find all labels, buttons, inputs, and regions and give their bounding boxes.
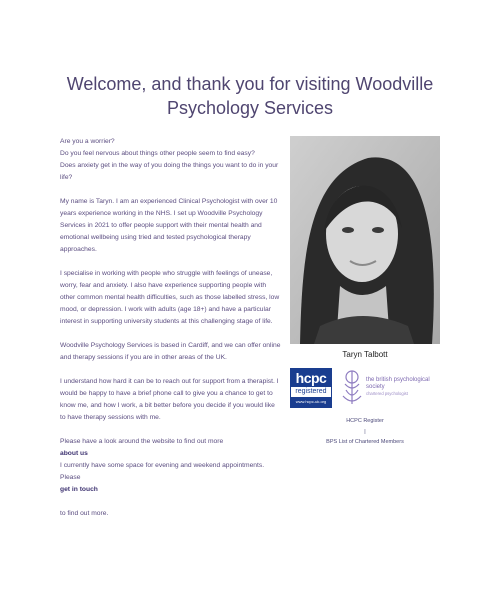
availability-text: I currently have some space for evening and weekend appointments. Please	[60, 462, 265, 481]
about-us-link[interactable]: about us	[60, 450, 88, 457]
bps-logo-text	[366, 377, 442, 398]
page-title: Welcome, and thank you for visiting Woodville Psychology Services	[66, 74, 434, 118]
find-out-more-text: Please have a look around the website to find out more	[60, 438, 224, 445]
location-paragraph: Woodville Psychology Services is based in Cardiff, and we can offer online and therapy sessions if you are in other areas of the UK.	[60, 342, 281, 361]
hcpc-logo-text: hcpc	[295, 370, 327, 386]
bps-logo-name: the british psychological society	[366, 377, 430, 390]
closing-text: to find out more.	[60, 510, 109, 517]
bps-logo-subtitle: chartered psychologist	[366, 391, 408, 396]
specialism-paragraph: I specialise in working with people who struggle with feelings of unease, worry, fear and anxiety. I also have experience supporting people with other common mental health difficulties, such as those labelled stress, low mood, or depression. I work with adults (age 18+) and have a particular interest in supporting university students at this challenging stage of life.	[60, 270, 280, 325]
bps-crest-icon	[340, 368, 364, 406]
question-line: Does anxiety get in the way of you doing the things you want to do in your life?	[60, 162, 279, 181]
bps-register-link[interactable]: BPS List of Chartered Members	[326, 439, 404, 445]
bps-logo[interactable]	[340, 368, 440, 408]
reach-out-paragraph: I understand how hard it can be to reach out for support from a therapist. I would be happy to have a brief phone call to give you a chance to get to know me, and how I work, a bit better before you decide if you would like to have therapy sessions with me.	[60, 378, 279, 421]
get-in-touch-link[interactable]: get in touch	[60, 486, 98, 493]
hcpc-logo[interactable]	[290, 368, 332, 408]
hcpc-register-link[interactable]: HCPC Register	[346, 418, 384, 424]
question-line: Are you a worrier?	[60, 138, 115, 145]
intro-questions	[60, 136, 282, 184]
register-separator: |	[364, 429, 366, 435]
profile-photo	[290, 136, 440, 344]
question-line: Do you feel nervous about things other people seem to find easy?	[60, 150, 255, 157]
hcpc-logo-registered: registered	[291, 387, 331, 397]
main-content	[60, 136, 282, 532]
about-paragraph: My name is Taryn. I am an experienced Clinical Psychologist with over 10 years experience working in the NHS. I set up Woodville Psychology Services in 2021 to offer people support with their mental health and emotional wellbeing using tried and tested psychological therapy approaches.	[60, 198, 278, 253]
photo-caption: Taryn Talbott	[342, 350, 388, 359]
hcpc-logo-url: www.hcpc-uk.org	[295, 399, 327, 404]
